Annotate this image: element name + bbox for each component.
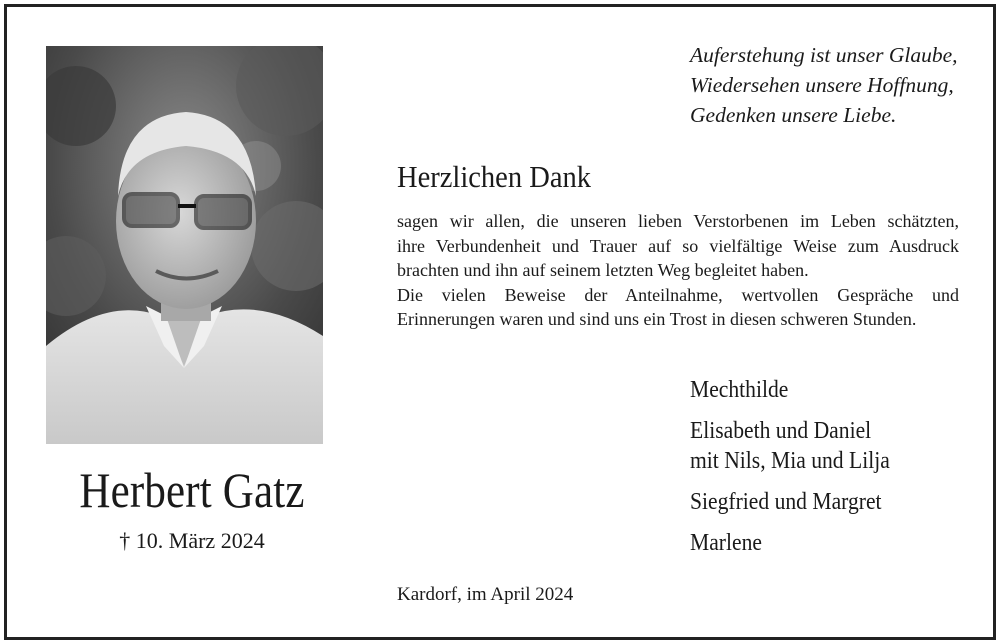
- family-name: mit Nils, Mia und Lilja: [690, 448, 890, 474]
- family-group: [690, 487, 990, 517]
- thanks-line: brachten und ihn auf seinem letzten Weg begleitet haben.: [397, 260, 809, 280]
- motto-verse: [690, 40, 990, 130]
- family-group: [690, 416, 990, 476]
- thanks-line: Die vielen Beweise der Anteilnahme, wertvollen Gespräche und: [397, 284, 959, 305]
- family-name: Mechthilde: [690, 377, 789, 403]
- portrait-photo-icon: [46, 46, 323, 444]
- thanks-heading: Herzlichen Dank: [397, 159, 592, 194]
- motto-line: Auferstehung ist unser Glaube,: [690, 43, 958, 67]
- family-name: Siegfried und Margret: [690, 489, 882, 515]
- motto-line: Gedenken unsere Liebe.: [690, 103, 897, 127]
- family-group: [690, 375, 990, 405]
- thanks-line: ihre Verbundenheit und Trauer auf so vielfältige Weise zum Ausdruck: [397, 235, 959, 256]
- thanks-line: Erinnerungen waren und sind uns ein Trost in diesen schweren Stunden.: [397, 309, 917, 329]
- place-date: Kardorf, im April 2024: [397, 584, 574, 605]
- family-name: Elisabeth und Daniel: [690, 418, 872, 444]
- obituary-card: [4, 4, 996, 640]
- family-signatures: [690, 375, 990, 569]
- motto-line: Wiedersehen unsere Hoffnung,: [690, 73, 954, 97]
- portrait-photo: [46, 46, 323, 444]
- family-group: [690, 528, 990, 558]
- family-name: Marlene: [690, 530, 762, 556]
- thanks-line: sagen wir allen, die unseren lieben Verstorbenen im Leben schätzten,: [397, 211, 959, 231]
- deceased-name: Herbert Gatz: [79, 462, 305, 518]
- death-date: † 10. März 2024: [119, 528, 265, 553]
- thanks-text: [397, 209, 959, 332]
